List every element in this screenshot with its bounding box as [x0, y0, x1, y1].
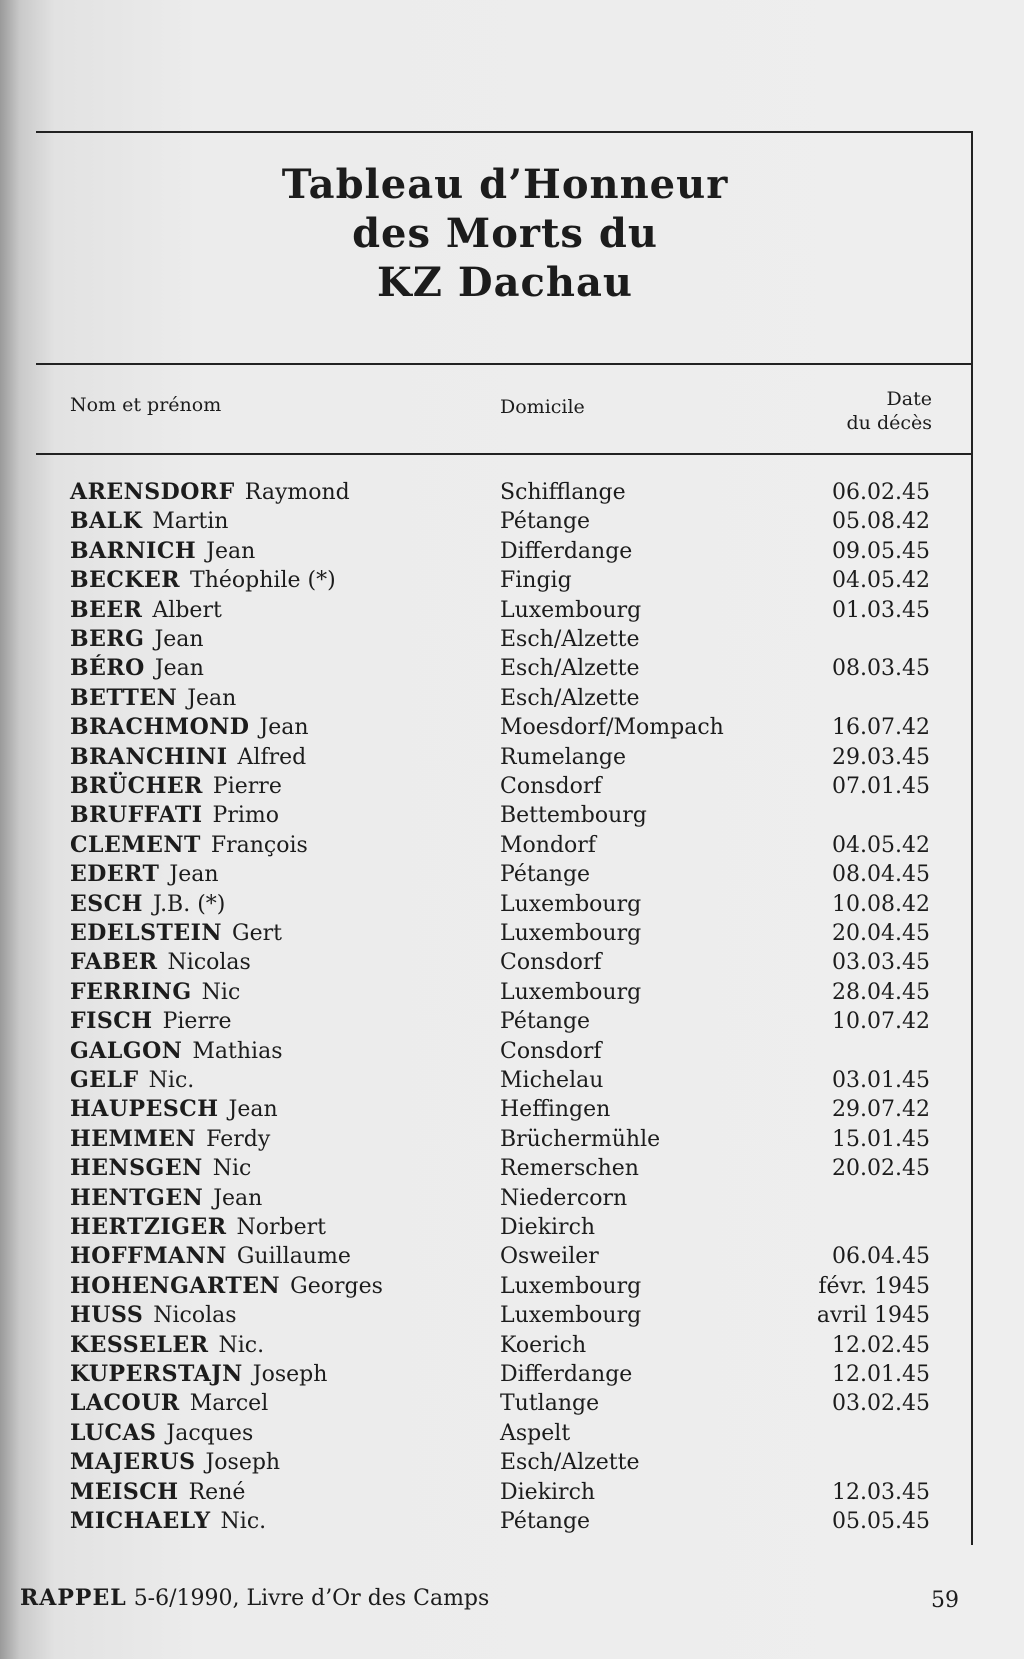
- row-given-name: Nic.: [218, 1333, 265, 1358]
- title-line-3: KZ Dachau: [377, 259, 633, 306]
- row-date-of-death: 12.01.45: [832, 1362, 930, 1387]
- row-given-name: Jean: [169, 862, 219, 887]
- row-date-of-death: 20.02.45: [832, 1156, 930, 1181]
- table-row: [70, 1095, 930, 1124]
- row-domicile: Luxembourg: [500, 921, 642, 946]
- row-surname: HENSGEN: [70, 1155, 203, 1181]
- table-row: [70, 537, 930, 566]
- row-surname: HOHENGARTEN: [70, 1273, 281, 1299]
- row-domicile: Aspelt: [500, 1421, 571, 1446]
- row-date-of-death: 09.05.45: [832, 539, 930, 564]
- row-surname: FERRING: [70, 979, 192, 1005]
- row-surname: HAUPESCH: [70, 1096, 219, 1122]
- header-date-line-1: Date: [886, 388, 932, 410]
- table-row: [70, 919, 930, 948]
- row-surname: BECKER: [70, 567, 181, 593]
- row-date-of-death: 10.07.42: [832, 1009, 930, 1034]
- table-row: [70, 1301, 930, 1330]
- page-number: 59: [931, 1588, 959, 1613]
- row-surname: EDERT: [70, 861, 160, 887]
- row-given-name: Nic.: [220, 1509, 267, 1534]
- row-date-of-death: 07.01.45: [832, 774, 930, 799]
- row-domicile: Esch/Alzette: [500, 656, 640, 681]
- table-row: [70, 566, 930, 595]
- row-surname: GELF: [70, 1067, 139, 1093]
- row-date-of-death: 29.07.42: [832, 1097, 930, 1122]
- table-row: [70, 948, 930, 977]
- table-row: [70, 1184, 930, 1213]
- table-row: [70, 1419, 930, 1448]
- row-domicile: Bettembourg: [500, 803, 647, 828]
- row-date-of-death: 15.01.45: [832, 1127, 930, 1152]
- row-date-of-death: 10.08.42: [832, 892, 930, 917]
- row-given-name: Gert: [232, 921, 282, 946]
- row-given-name: Martin: [152, 509, 229, 534]
- row-domicile: Luxembourg: [500, 1274, 642, 1299]
- row-date-of-death: 12.02.45: [832, 1333, 930, 1358]
- row-domicile: Schifflange: [500, 480, 626, 505]
- footer-series: RAPPEL: [20, 1585, 127, 1611]
- row-given-name: Théophile (*): [190, 568, 336, 593]
- row-given-name: Nic: [212, 1156, 252, 1181]
- row-date-of-death: 06.04.45: [832, 1244, 930, 1269]
- row-date-of-death: 04.05.42: [832, 833, 930, 858]
- row-surname: HERTZIGER: [70, 1214, 227, 1240]
- table-row: [70, 978, 930, 1007]
- row-given-name: Jean: [259, 715, 309, 740]
- row-date-of-death: 08.03.45: [832, 656, 930, 681]
- table-row: [70, 831, 930, 860]
- row-surname: CLEMENT: [70, 832, 201, 858]
- row-date-of-death: 03.01.45: [832, 1068, 930, 1093]
- row-date-of-death: 12.03.45: [832, 1480, 930, 1505]
- row-given-name: Nicolas: [167, 950, 251, 975]
- title-line-2: des Morts du: [352, 210, 658, 257]
- table-row: [70, 1360, 930, 1389]
- row-date-of-death: 08.04.45: [832, 862, 930, 887]
- row-surname: GALGON: [70, 1038, 183, 1064]
- row-surname: KUPERSTAJN: [70, 1361, 243, 1387]
- row-date-of-death: 01.03.45: [832, 598, 930, 623]
- row-given-name: Jean: [213, 1186, 263, 1211]
- row-surname: MICHAELY: [70, 1508, 211, 1534]
- row-domicile: Consdorf: [500, 1039, 602, 1064]
- row-given-name: Norbert: [236, 1215, 326, 1240]
- row-given-name: Raymond: [244, 480, 350, 505]
- table-row: [70, 1213, 930, 1242]
- row-domicile: Niedercorn: [500, 1186, 628, 1211]
- row-given-name: Georges: [290, 1274, 383, 1299]
- row-date-of-death: 20.04.45: [832, 921, 930, 946]
- row-date-of-death: 04.05.42: [832, 568, 930, 593]
- row-domicile: Pétange: [500, 862, 591, 887]
- table-row: [70, 1242, 930, 1271]
- row-surname: BRÜCHER: [70, 773, 203, 799]
- table-row: [70, 860, 930, 889]
- row-domicile: Rumelange: [500, 745, 627, 770]
- row-surname: HOFFMANN: [70, 1243, 227, 1269]
- row-domicile: Diekirch: [500, 1480, 596, 1505]
- table-row: [70, 478, 930, 507]
- table-row: [70, 772, 930, 801]
- row-given-name: Marcel: [189, 1391, 269, 1416]
- header-rule-top: [36, 363, 973, 365]
- row-given-name: Joseph: [205, 1450, 281, 1475]
- row-domicile: Tutlange: [500, 1391, 600, 1416]
- row-domicile: Luxembourg: [500, 980, 642, 1005]
- row-surname: HUSS: [70, 1302, 144, 1328]
- row-given-name: Pierre: [212, 774, 282, 799]
- header-date-line-2: du décès: [846, 412, 932, 434]
- row-domicile: Moesdorf/Mompach: [500, 715, 724, 740]
- table-row: [70, 596, 930, 625]
- row-domicile: Remerschen: [500, 1156, 639, 1181]
- row-domicile: Luxembourg: [500, 1303, 642, 1328]
- header-name: Nom et prénom: [70, 394, 222, 416]
- row-surname: KESSELER: [70, 1332, 209, 1358]
- row-surname: BETTEN: [70, 685, 178, 711]
- row-surname: BRACHMOND: [70, 714, 250, 740]
- row-domicile: Luxembourg: [500, 892, 642, 917]
- row-surname: HENTGEN: [70, 1185, 204, 1211]
- row-given-name: Jean: [154, 627, 204, 652]
- table-row: [70, 1448, 930, 1477]
- row-surname: LUCAS: [70, 1420, 157, 1446]
- row-given-name: Nic.: [148, 1068, 195, 1093]
- row-date-of-death: 16.07.42: [832, 715, 930, 740]
- row-given-name: Jean: [228, 1097, 278, 1122]
- row-given-name: Ferdy: [206, 1127, 271, 1152]
- table-row: [70, 801, 930, 830]
- row-given-name: René: [188, 1480, 246, 1505]
- row-domicile: Esch/Alzette: [500, 686, 640, 711]
- row-given-name: Alfred: [237, 745, 307, 770]
- table-row: [70, 1272, 930, 1301]
- row-given-name: Primo: [212, 803, 280, 828]
- row-domicile: Pétange: [500, 1009, 591, 1034]
- table-row: [70, 507, 930, 536]
- row-domicile: Differdange: [500, 1362, 633, 1387]
- row-date-of-death: 05.08.42: [832, 509, 930, 534]
- row-date-of-death: 06.02.45: [832, 480, 930, 505]
- row-surname: MEISCH: [70, 1479, 179, 1505]
- row-date-of-death: 28.04.45: [832, 980, 930, 1005]
- row-domicile: Pétange: [500, 509, 591, 534]
- row-domicile: Osweiler: [500, 1244, 599, 1269]
- row-date-of-death: 03.02.45: [832, 1391, 930, 1416]
- row-given-name: Mathias: [192, 1039, 283, 1064]
- row-surname: BERG: [70, 626, 145, 652]
- row-domicile: Brüchermühle: [500, 1127, 661, 1152]
- row-domicile: Mondorf: [500, 833, 596, 858]
- table-row: [70, 654, 930, 683]
- page-title: [200, 160, 810, 307]
- row-given-name: Guillaume: [236, 1244, 351, 1269]
- row-surname: BRUFFATI: [70, 802, 203, 828]
- row-domicile: Luxembourg: [500, 598, 642, 623]
- row-date-of-death: avril 1945: [816, 1303, 930, 1328]
- row-date-of-death: 29.03.45: [832, 745, 930, 770]
- row-given-name: Jean: [206, 539, 256, 564]
- table-row: [70, 890, 930, 919]
- row-surname: BARNICH: [70, 538, 197, 564]
- row-domicile: Fingig: [500, 568, 572, 593]
- row-given-name: Joseph: [252, 1362, 328, 1387]
- table-row: [70, 1507, 930, 1536]
- row-surname: BEER: [70, 597, 143, 623]
- row-given-name: François: [210, 833, 308, 858]
- row-surname: ARENSDORF: [70, 479, 235, 505]
- row-domicile: Pétange: [500, 1509, 591, 1534]
- header-domicile: Domicile: [500, 396, 585, 418]
- table-row: [70, 1331, 930, 1360]
- row-given-name: Nicolas: [153, 1303, 237, 1328]
- table-row: [70, 743, 930, 772]
- row-surname: FISCH: [70, 1008, 153, 1034]
- header-rule-bottom: [36, 453, 973, 455]
- table-row: [70, 684, 930, 713]
- row-given-name: Albert: [152, 598, 222, 623]
- table-row: [70, 1066, 930, 1095]
- row-domicile: Consdorf: [500, 950, 602, 975]
- row-domicile: Esch/Alzette: [500, 627, 640, 652]
- row-given-name: J.B. (*): [152, 892, 226, 917]
- table-row: [70, 1007, 930, 1036]
- row-given-name: Jacques: [166, 1421, 254, 1446]
- row-domicile: Differdange: [500, 539, 633, 564]
- row-surname: BÉRO: [70, 655, 145, 681]
- row-domicile: Consdorf: [500, 774, 602, 799]
- row-domicile: Michelau: [500, 1068, 604, 1093]
- row-date-of-death: 05.05.45: [832, 1509, 930, 1534]
- footer-issue: 5-6/1990, Livre d’Or des Camps: [133, 1586, 490, 1611]
- row-domicile: Esch/Alzette: [500, 1450, 640, 1475]
- table-row: [70, 625, 930, 654]
- title-line-1: Tableau d’Honneur: [281, 161, 729, 208]
- row-given-name: Pierre: [162, 1009, 232, 1034]
- row-domicile: Koerich: [500, 1333, 587, 1358]
- table-row: [70, 1389, 930, 1418]
- row-date-of-death: févr. 1945: [818, 1274, 930, 1299]
- row-surname: BALK: [70, 508, 143, 534]
- row-surname: HEMMEN: [70, 1126, 197, 1152]
- table-row: [70, 1154, 930, 1183]
- table-row: [70, 1037, 930, 1066]
- row-date-of-death: 03.03.45: [832, 950, 930, 975]
- row-given-name: Jean: [187, 686, 237, 711]
- row-given-name: Nic: [201, 980, 241, 1005]
- row-surname: ESCH: [70, 891, 143, 917]
- row-surname: MAJERUS: [70, 1449, 196, 1475]
- footer-citation: [20, 1585, 489, 1611]
- row-surname: BRANCHINI: [70, 744, 228, 770]
- table-row: [70, 713, 930, 742]
- row-surname: EDELSTEIN: [70, 920, 223, 946]
- row-given-name: Jean: [154, 656, 204, 681]
- row-domicile: Heffingen: [500, 1097, 611, 1122]
- table-row: [70, 1478, 930, 1507]
- header-date: [847, 387, 932, 435]
- table-row: [70, 1125, 930, 1154]
- row-surname: LACOUR: [70, 1390, 180, 1416]
- row-surname: FABER: [70, 949, 158, 975]
- row-domicile: Diekirch: [500, 1215, 596, 1240]
